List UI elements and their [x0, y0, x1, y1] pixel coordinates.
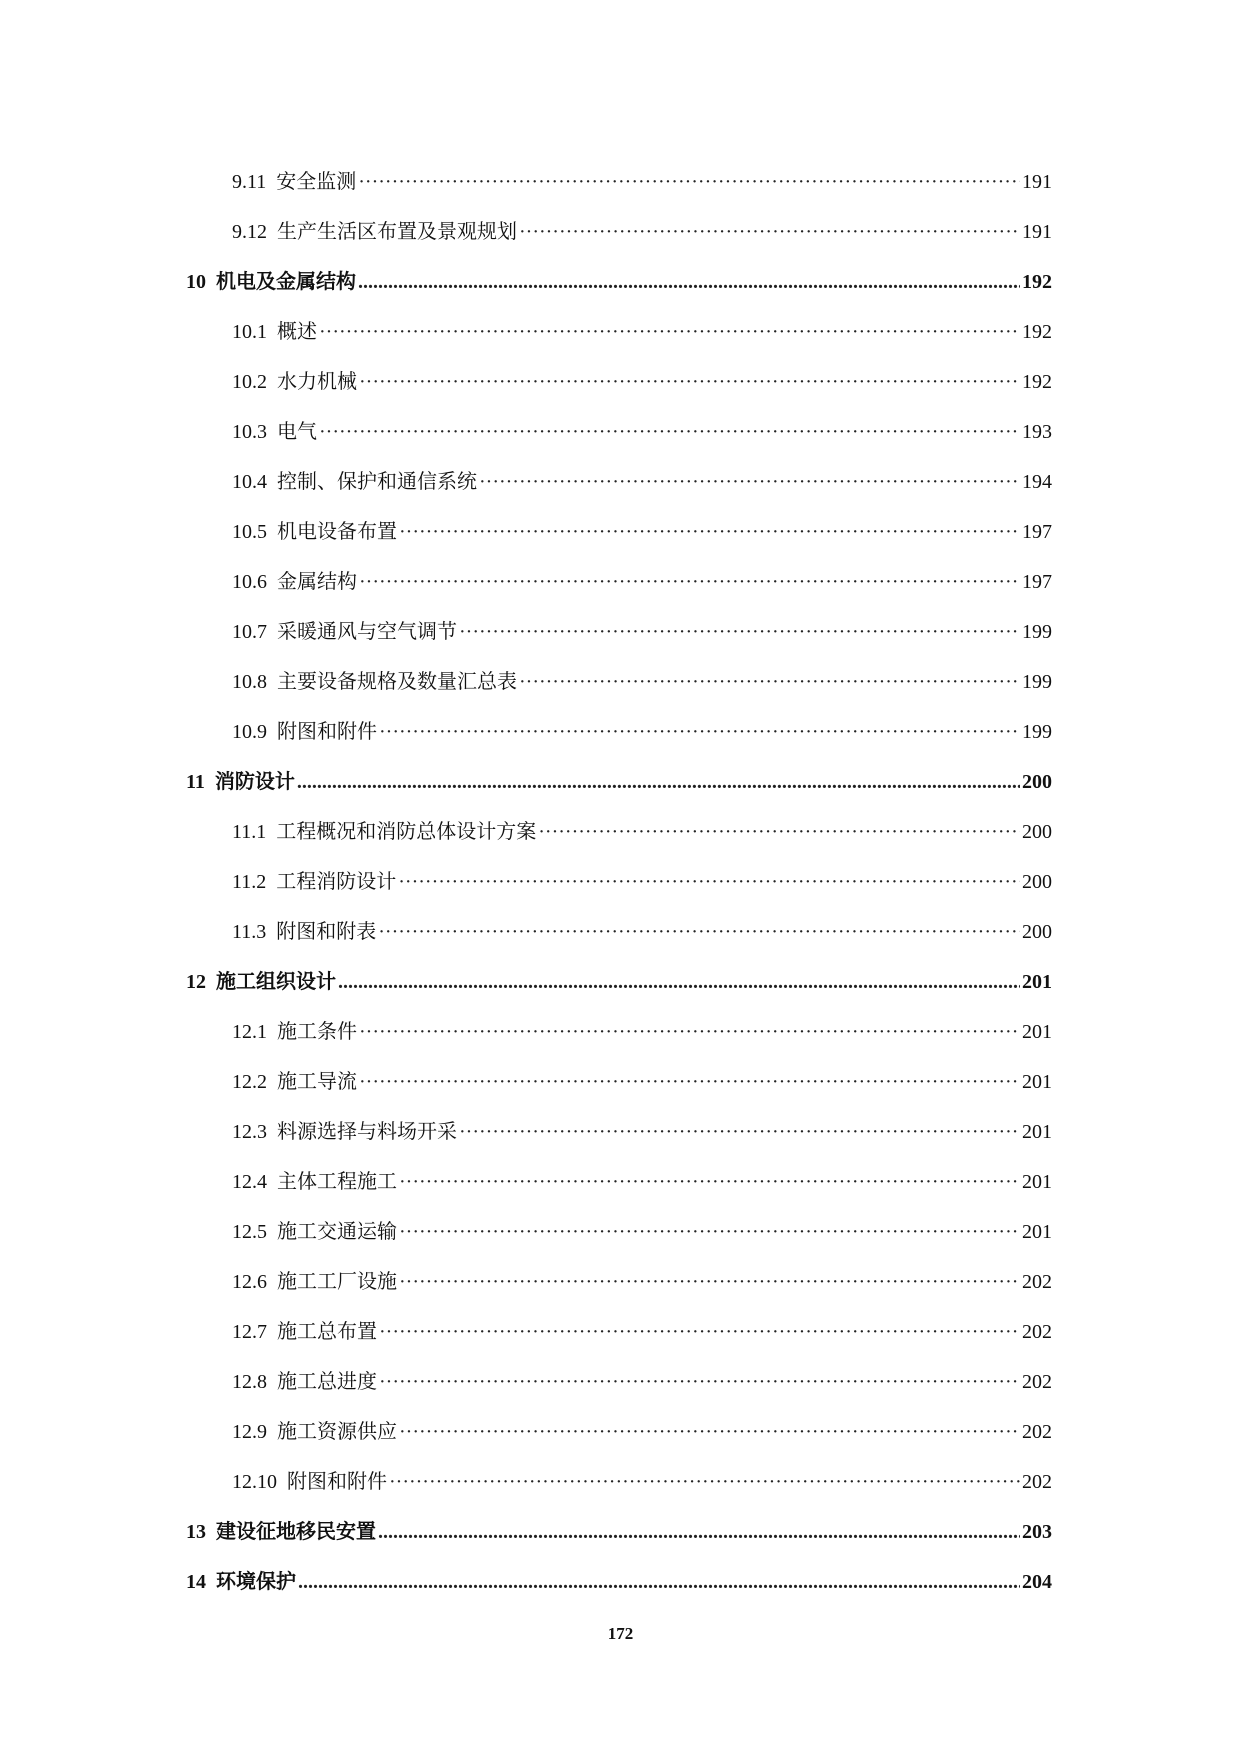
dot-leader [359, 1016, 1020, 1048]
dot-leader [399, 516, 1020, 548]
toc-entry-number: 9.12 [232, 221, 267, 243]
toc-entry-page: 200 [1022, 921, 1052, 943]
toc-entry-title: 附图和附表 [276, 921, 377, 943]
dot-leader [459, 616, 1020, 648]
toc-entry-title: 附图和附件 [287, 1471, 387, 1493]
toc-entry-title: 生产生活区布置及景观规划 [277, 221, 517, 243]
toc-entry-page: 201 [1022, 1221, 1052, 1243]
toc-entry-page: 201 [1022, 1071, 1052, 1093]
toc-entry[interactable] [232, 616, 1052, 648]
toc-entry-number: 12.8 [232, 1371, 267, 1393]
toc-entry-number: 12.1 [232, 1021, 267, 1043]
toc-entry-title: 控制、保护和通信系统 [277, 471, 477, 493]
toc-entry-page: 200 [1022, 821, 1052, 843]
toc-entry[interactable] [232, 316, 1052, 348]
toc-entry-title: 施工条件 [277, 1021, 357, 1043]
dot-leader [389, 1466, 1020, 1498]
toc-entry-page: 204 [1022, 1571, 1052, 1593]
toc-entry-page: 203 [1022, 1521, 1052, 1543]
toc-entry-number: 12.9 [232, 1421, 267, 1443]
toc-chapter-entry[interactable] [186, 966, 1052, 998]
toc-entry-title: 施工组织设计 [216, 971, 336, 993]
toc-entry-title: 消防设计 [214, 771, 295, 793]
toc-entry-number: 12.4 [232, 1171, 267, 1193]
toc-entry-title: 主要设备规格及数量汇总表 [277, 671, 517, 693]
toc-entry-page: 191 [1022, 221, 1052, 243]
toc-entry-page: 202 [1022, 1271, 1052, 1293]
toc-entry[interactable] [232, 1016, 1052, 1048]
toc-entry-number: 10.4 [232, 471, 267, 493]
toc-entry[interactable] [232, 716, 1052, 748]
toc-entry-page: 199 [1022, 671, 1052, 693]
toc-entry[interactable] [232, 1366, 1052, 1398]
dot-leader [399, 1166, 1020, 1198]
toc-entry-number: 11.3 [232, 921, 267, 943]
dot-leader [378, 1516, 1020, 1548]
toc-entry[interactable] [232, 1466, 1052, 1498]
toc-entry-title: 机电设备布置 [277, 521, 397, 543]
toc-entry[interactable] [232, 1116, 1052, 1148]
dot-leader [379, 1316, 1020, 1348]
toc-entry-page: 200 [1022, 771, 1052, 793]
toc-entry[interactable] [232, 666, 1052, 698]
dot-leader [359, 566, 1020, 598]
dot-leader [319, 416, 1020, 448]
toc-entry[interactable] [232, 1216, 1052, 1248]
toc-entry-title: 机电及金属结构 [216, 271, 356, 293]
toc-entry-title: 施工工厂设施 [277, 1271, 397, 1293]
toc-entry[interactable] [232, 466, 1052, 498]
toc-entry-title: 概述 [277, 321, 317, 343]
dot-leader [399, 1416, 1020, 1448]
toc-entry-page: 202 [1022, 1421, 1052, 1443]
toc-entry-number: 10.5 [232, 521, 267, 543]
dot-leader [459, 1116, 1020, 1148]
toc-entry[interactable] [232, 1166, 1052, 1198]
toc-entry-number: 12.5 [232, 1221, 267, 1243]
dot-leader [338, 966, 1020, 998]
toc-entry-number: 12.6 [232, 1271, 267, 1293]
dot-leader [359, 366, 1020, 398]
toc-entry-title: 施工总进度 [277, 1371, 377, 1393]
toc-entry-title: 环境保护 [216, 1571, 296, 1593]
toc-entry-title: 施工资源供应 [277, 1421, 397, 1443]
dot-leader [519, 666, 1020, 698]
dot-leader [399, 1216, 1020, 1248]
toc-entry-title: 建设征地移民安置 [216, 1521, 376, 1543]
toc-entry-page: 193 [1022, 421, 1052, 443]
toc-entry-title: 金属结构 [277, 571, 357, 593]
toc-entry-page: 192 [1022, 371, 1052, 393]
toc-entry[interactable] [232, 1416, 1052, 1448]
toc-entry-page: 197 [1022, 571, 1052, 593]
dot-leader [378, 916, 1020, 948]
dot-leader [358, 166, 1020, 198]
toc-entry[interactable] [232, 166, 1052, 198]
toc-entry-number: 10.6 [232, 571, 267, 593]
toc-entry-page: 202 [1022, 1321, 1052, 1343]
toc-entry-page: 194 [1022, 471, 1052, 493]
toc-entry-title: 采暖通风与空气调节 [277, 621, 457, 643]
toc-entry-page: 192 [1022, 321, 1052, 343]
dot-leader [398, 866, 1020, 898]
toc-entry-title: 附图和附件 [277, 721, 377, 743]
toc-entry-title: 水力机械 [277, 371, 357, 393]
dot-leader [479, 466, 1020, 498]
toc-entry[interactable] [232, 1316, 1052, 1348]
toc-entry[interactable] [232, 816, 1052, 848]
toc-entry-number: 10.1 [232, 321, 267, 343]
toc-entry-page: 201 [1022, 1121, 1052, 1143]
dot-leader [519, 216, 1020, 248]
dot-leader [538, 816, 1020, 848]
toc-entry-title: 工程消防设计 [276, 871, 397, 893]
toc-entry-number: 10.8 [232, 671, 267, 693]
toc-entry-title: 施工交通运输 [277, 1221, 397, 1243]
toc-entry[interactable] [232, 366, 1052, 398]
toc-entry-number: 12 [186, 971, 206, 993]
toc-chapter-entry[interactable] [186, 1516, 1052, 1548]
dot-leader [298, 1566, 1020, 1598]
toc-entry-title: 施工导流 [277, 1071, 357, 1093]
toc-entry-title: 料源选择与料场开采 [277, 1121, 457, 1143]
toc-entry-number: 13 [186, 1521, 206, 1543]
dot-leader [358, 266, 1020, 298]
toc-entry-page: 197 [1022, 521, 1052, 543]
toc-entry-title: 主体工程施工 [277, 1171, 397, 1193]
toc-entry-number: 12.2 [232, 1071, 267, 1093]
toc-chapter-entry[interactable] [186, 766, 1052, 798]
toc-entry[interactable] [232, 866, 1052, 898]
toc-entry-number: 9.11 [232, 171, 267, 193]
toc-entry[interactable] [232, 916, 1052, 948]
toc-entry-page: 199 [1022, 721, 1052, 743]
toc-entry-page: 201 [1022, 1021, 1052, 1043]
toc-entry-number: 10.9 [232, 721, 267, 743]
toc-entry-number: 12.10 [232, 1471, 277, 1493]
toc-entry-number: 14 [186, 1571, 206, 1593]
dot-leader [399, 1266, 1020, 1298]
dot-leader [319, 316, 1020, 348]
toc-entry-page: 200 [1022, 871, 1052, 893]
toc-entry-number: 11 [186, 771, 205, 793]
toc-entry-page: 201 [1022, 1171, 1052, 1193]
toc-entry-number: 10 [186, 271, 206, 293]
dot-leader [379, 1366, 1020, 1398]
toc-entry[interactable] [232, 216, 1052, 248]
toc-entry-number: 10.2 [232, 371, 267, 393]
toc-entry-number: 10.7 [232, 621, 267, 643]
page-number: 172 [607, 1624, 634, 1643]
toc-entry-number: 12.7 [232, 1321, 267, 1343]
toc-entry[interactable] [232, 416, 1052, 448]
toc-entry-number: 10.3 [232, 421, 267, 443]
dot-leader [379, 716, 1020, 748]
toc-entry-page: 191 [1022, 171, 1052, 193]
toc-entry-title: 安全监测 [276, 171, 357, 193]
toc-entry[interactable] [232, 1266, 1052, 1298]
toc-entry-number: 11.2 [232, 871, 267, 893]
toc-chapter-entry[interactable] [186, 266, 1052, 298]
toc-entry[interactable] [232, 1066, 1052, 1098]
toc-entry[interactable] [232, 566, 1052, 598]
toc-entry-page: 201 [1022, 971, 1052, 993]
dot-leader [359, 1066, 1020, 1098]
toc-entry-title: 工程概况和消防总体设计方案 [276, 821, 537, 843]
toc-entry-page: 202 [1022, 1471, 1052, 1493]
toc-entry-number: 12.3 [232, 1121, 267, 1143]
toc-entry-page: 199 [1022, 621, 1052, 643]
toc-entry-title: 施工总布置 [277, 1321, 377, 1343]
toc-entry-page: 192 [1022, 271, 1052, 293]
toc-entry-page: 202 [1022, 1371, 1052, 1393]
dot-leader [297, 766, 1020, 798]
toc-entry[interactable] [232, 516, 1052, 548]
toc-chapter-entry[interactable] [186, 1566, 1052, 1598]
toc-entry-number: 11.1 [232, 821, 267, 843]
toc-entry-title: 电气 [277, 421, 317, 443]
